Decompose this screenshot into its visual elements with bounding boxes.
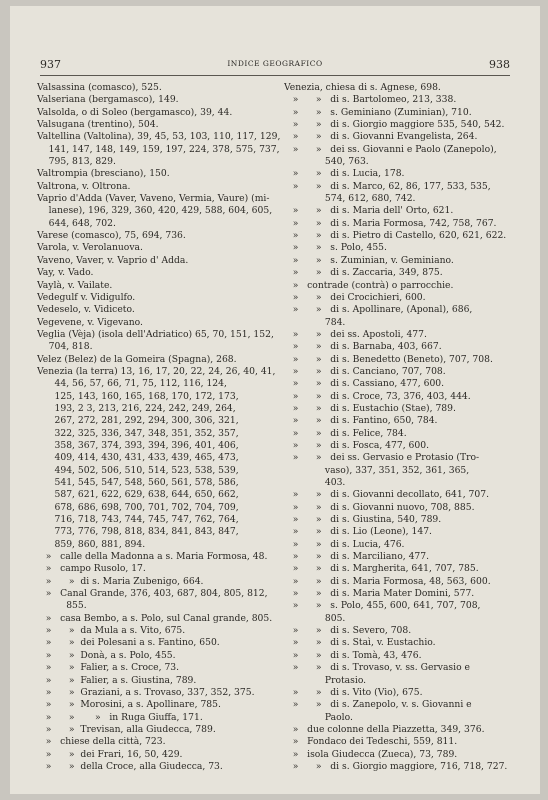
index-entry-line: 574, 612, 680, 742. [284, 193, 416, 205]
index-entry-line: » » di s. Zanepolo, v. s. Giovanni e [284, 699, 472, 711]
index-entry-line: Vay, v. Vado. [37, 267, 94, 279]
index-entry-line: » casa Bembo, a s. Polo, sul Canal grande, 805. [37, 612, 273, 624]
index-entry-line: 322, 325, 336, 347, 348, 351, 352, 357, [37, 427, 239, 439]
index-entry-line: 358, 367, 374, 393, 394, 396, 401, 406, [37, 439, 239, 451]
index-entry-line: 716, 718, 743, 744, 745, 747, 762, 764, [37, 514, 239, 526]
index-entry-line: Venezia, chiesa di s. Agnese, 698. [284, 82, 441, 93]
index-entry-line: » » di s. Vito (Vio), 675. [284, 686, 423, 698]
index-entry-line: Vaveno, Vaver, v. Vaprio d' Adda. [37, 254, 189, 266]
index-entry-line: Velez (Belez) de la Gomeira (Spagna), 268. [37, 353, 237, 365]
index-entry-line: vaso), 337, 351, 352, 361, 365, [284, 464, 470, 476]
index-entry-line: Vegevene, v. Vigevano. [37, 316, 143, 328]
index-entry-line: 540, 763. [284, 156, 369, 168]
index-entry-line: » » di s. Giustina, 540, 789. [284, 514, 442, 526]
index-entry-line: 409, 414, 430, 431, 433, 439, 465, 473, [37, 452, 239, 464]
index-entry-line: » » s. Geminiano (Zuminian), 710. [284, 106, 472, 118]
index-entry-line: » » di s. Giorgio maggiore 535, 540, 542. [284, 119, 505, 131]
index-entry-line: » » di s. Benedetto (Beneto), 707, 708. [284, 353, 493, 365]
index-entry-line: 644, 648, 702. [37, 217, 116, 229]
index-entry-line: » » di s. Giovanni decollato, 641, 707. [284, 489, 490, 501]
index-entry-line: » » dei ss. Giovanni e Paolo (Zanepolo), [284, 143, 497, 155]
running-title: INDICE GEOGRAFICO [227, 59, 323, 68]
index-entry-line: » » di s. Tomà, 43, 476. [284, 649, 422, 661]
index-entry-line: » » di s. Felice, 784. [284, 427, 407, 439]
left-index-column [37, 82, 283, 773]
index-entry-line: Protasio. [284, 674, 367, 686]
index-entry-line: » chiese della città, 723. [37, 736, 166, 748]
index-entry-line: » isola Giudecca (Zueca), 73, 789. [284, 748, 458, 760]
index-entry-line: » » di s. Cassiano, 477, 600. [284, 378, 445, 390]
index-entry-line: Varola, v. Verolanuova. [37, 242, 143, 254]
book-page [10, 6, 540, 794]
index-entry-line: » » di s. Lucia, 178. [284, 168, 405, 180]
index-entry-line: » » Morosini, a s. Apollinare, 785. [37, 699, 221, 711]
index-entry-line: » » di s. Apollinare, (Aponal), 686, [284, 304, 473, 316]
index-entry-line: » » Graziani, a s. Trovaso, 337, 352, 375. [37, 686, 255, 698]
index-entry-line: 494, 502, 506, 510, 514, 523, 538, 539, [37, 464, 239, 476]
index-entry-line: Veglia (Vèja) (isola dell'Adriatico) 65, 70, 151, 152, [37, 328, 274, 340]
index-entry-line: 678, 686, 698, 700, 701, 702, 704, 709, [37, 501, 239, 513]
index-entry-line: Valtrompia (bresciano), 150. [37, 168, 170, 180]
header-rule [40, 75, 510, 76]
index-entry-line: Valsugana (trentino), 504. [37, 119, 159, 131]
left-page-number: 937 [40, 58, 61, 71]
index-entry-line: 704, 818. [37, 341, 93, 353]
index-entry-line: » » Trevisan, alla Giudecca, 789. [37, 723, 216, 735]
index-entry-line: » » di s. Maria Formosa, 48, 563, 600. [284, 575, 491, 587]
index-entry-line: » » di s. Maria Zubenigo, 664. [37, 575, 204, 587]
index-entry-line: » » » in Ruga Giuffa, 171. [37, 711, 203, 723]
index-entry-line: » » di s. Canciano, 707, 708. [284, 365, 446, 377]
index-entry-line: » » di s. Fosca, 477, 600. [284, 439, 429, 451]
index-entry-line: » » dei Crocichieri, 600. [284, 291, 426, 303]
index-entry-line: » » s. Polo, 455. [284, 242, 387, 254]
index-entry-line: » due colonne della Piazzetta, 349, 376. [284, 723, 485, 735]
index-entry-line: Venezia (la terra) 13, 16, 17, 20, 22, 24, 26, 40, 41, [37, 365, 276, 377]
index-entry-line: » » Falier, a s. Croce, 73. [37, 662, 180, 674]
index-entry-line: Valtrona, v. Oltrona. [37, 180, 131, 192]
index-entry-line: » » Falier, a s. Giustina, 789. [37, 674, 197, 686]
index-entry-line: » » di s. Maria Formosa, 742, 758, 767. [284, 217, 497, 229]
index-entry-line: » » di s. Maria Mater Domini, 577. [284, 588, 475, 600]
index-entry-line: 541, 545, 547, 548, 560, 561, 578, 586, [37, 477, 239, 488]
index-entry-line: » » di s. Lucia, 476. [284, 538, 405, 550]
index-entry-line: Varese (comasco), 75, 694, 736. [37, 230, 186, 242]
index-entry-line: » » di s. Giovanni nuovo, 708, 885. [284, 501, 475, 513]
index-entry-line: » » di s. Giorgio maggiore, 716, 718, 727. [284, 760, 508, 772]
index-entry-line: 125, 143, 160, 165, 168, 170, 172, 173, [37, 390, 239, 402]
index-entry-line: » calle della Madonna a s. Maria Formosa, 48. [37, 551, 268, 563]
index-entry-line: » » dei Polesani a s. Fantino, 650. [37, 637, 220, 649]
index-entry-line: » » di s. Pietro di Castello, 620, 621, 622. [284, 230, 507, 242]
index-entry-line: » » di s. Fantino, 650, 784. [284, 415, 438, 427]
index-entry-line: » campo Rusolo, 17. [37, 563, 146, 575]
index-entry-line: 267, 272, 281, 292, 294, 300, 306, 321, [37, 415, 239, 427]
index-entry-line: Vedegulf v. Vidigulfo. [37, 291, 136, 303]
index-entry-line: » » di s. Marciliano, 477. [284, 551, 430, 563]
index-entry-line: » » da Mula a s. Vito, 675. [37, 625, 186, 637]
index-entry-line: » » di s. Barnaba, 403, 667. [284, 341, 442, 353]
index-entry-line: Valsassina (comasco), 525. [37, 82, 162, 93]
page-header [40, 58, 510, 72]
index-entry-line: Vaprio d'Adda (Vaver, Vaveno, Vermia, Vaure) (mi- [37, 193, 270, 205]
index-entry-line: » » di s. Lio (Leone), 147. [284, 526, 432, 538]
index-entry-line: » » dei Frari, 16, 50, 429. [37, 748, 183, 760]
index-entry-line: » » di s. Bartolomeo, 213, 338. [284, 94, 457, 106]
index-entry-line: lanese), 196, 329, 360, 420, 429, 588, 604, 605, [37, 205, 273, 217]
index-entry-line: 193, 2 3, 213, 216, 224, 242, 249, 264, [37, 402, 236, 414]
index-entry-line: 805. [284, 612, 346, 624]
index-entry-line: Valsolda, o di Soleo (bergamasco), 39, 44. [37, 106, 233, 118]
index-entry-line: 773, 776, 798, 818, 834, 841, 843, 847, [37, 526, 239, 538]
right-index-column [284, 82, 530, 773]
index-entry-line: » » di s. Margherita, 641, 707, 785. [284, 563, 479, 575]
index-entry-line: 587, 621, 622, 629, 638, 644, 650, 662, [37, 489, 239, 501]
index-entry-line: » » s. Polo, 455, 600, 641, 707, 708, [284, 600, 481, 612]
index-entry-line: 784. [284, 316, 346, 328]
index-entry-line: » Fondaco dei Tedeschi, 559, 811. [284, 736, 458, 748]
index-entry-line: Vaylà, v. Vailate. [37, 279, 113, 291]
index-entry-line: Vedeselo, v. Vidiceto. [37, 304, 135, 316]
right-page-number: 938 [489, 58, 510, 71]
index-entry-line: 859, 860, 881, 894. [37, 538, 146, 550]
index-entry-line: » » di s. Marco, 62, 86, 177, 533, 535, [284, 180, 491, 192]
index-entry-line: » » di s. Severo, 708. [284, 625, 412, 637]
index-entry-line: » » della Croce, alla Giudecca, 73. [37, 760, 223, 772]
index-entry-line: » » di s. Eustachio (Stae), 789. [284, 402, 456, 414]
index-entry-line: » » Donà, a s. Polo, 455. [37, 649, 176, 661]
index-entry-line: Paolo. [284, 711, 353, 723]
index-entry-line: » » di s. Giovanni Evangelista, 264. [284, 131, 478, 143]
index-entry-line: 403. [284, 477, 346, 488]
index-entry-line: » contrade (contrà) o parrocchie. [284, 279, 454, 291]
index-entry-line: » » dei ss. Gervasio e Protasio (Tro- [284, 452, 480, 464]
index-entry-line: » » s. Zuminian, v. Geminiano. [284, 254, 454, 266]
index-entry-line: » Canal Grande, 376, 403, 687, 804, 805, 812, [37, 588, 268, 600]
index-entry-line: » » di s. Zaccaria, 349, 875. [284, 267, 443, 279]
index-entry-line: » » dei ss. Apostoli, 477. [284, 328, 427, 340]
index-entry-line: » » di s. Trovaso, v. ss. Gervasio e [284, 662, 470, 674]
index-entry-line: Valtellina (Valtolina), 39, 45, 53, 103, 110, 117, 129, [37, 131, 281, 143]
index-entry-line: 44, 56, 57, 66, 71, 75, 112, 116, 124, [37, 378, 227, 390]
index-entry-line: » » di s. Staì, v. Eustachio. [284, 637, 436, 649]
index-entry-line: » » di s. Croce, 73, 376, 403, 444. [284, 390, 471, 402]
index-entry-line: 141, 147, 148, 149, 159, 197, 224, 378, 575, 737, [37, 143, 280, 155]
index-entry-line: 855. [37, 600, 87, 612]
index-entry-line: 795, 813, 829. [37, 156, 116, 168]
index-entry-line: Valseriana (bergamasco), 149. [37, 94, 179, 106]
index-entry-line: » » di s. Maria dell' Orto, 621. [284, 205, 454, 217]
